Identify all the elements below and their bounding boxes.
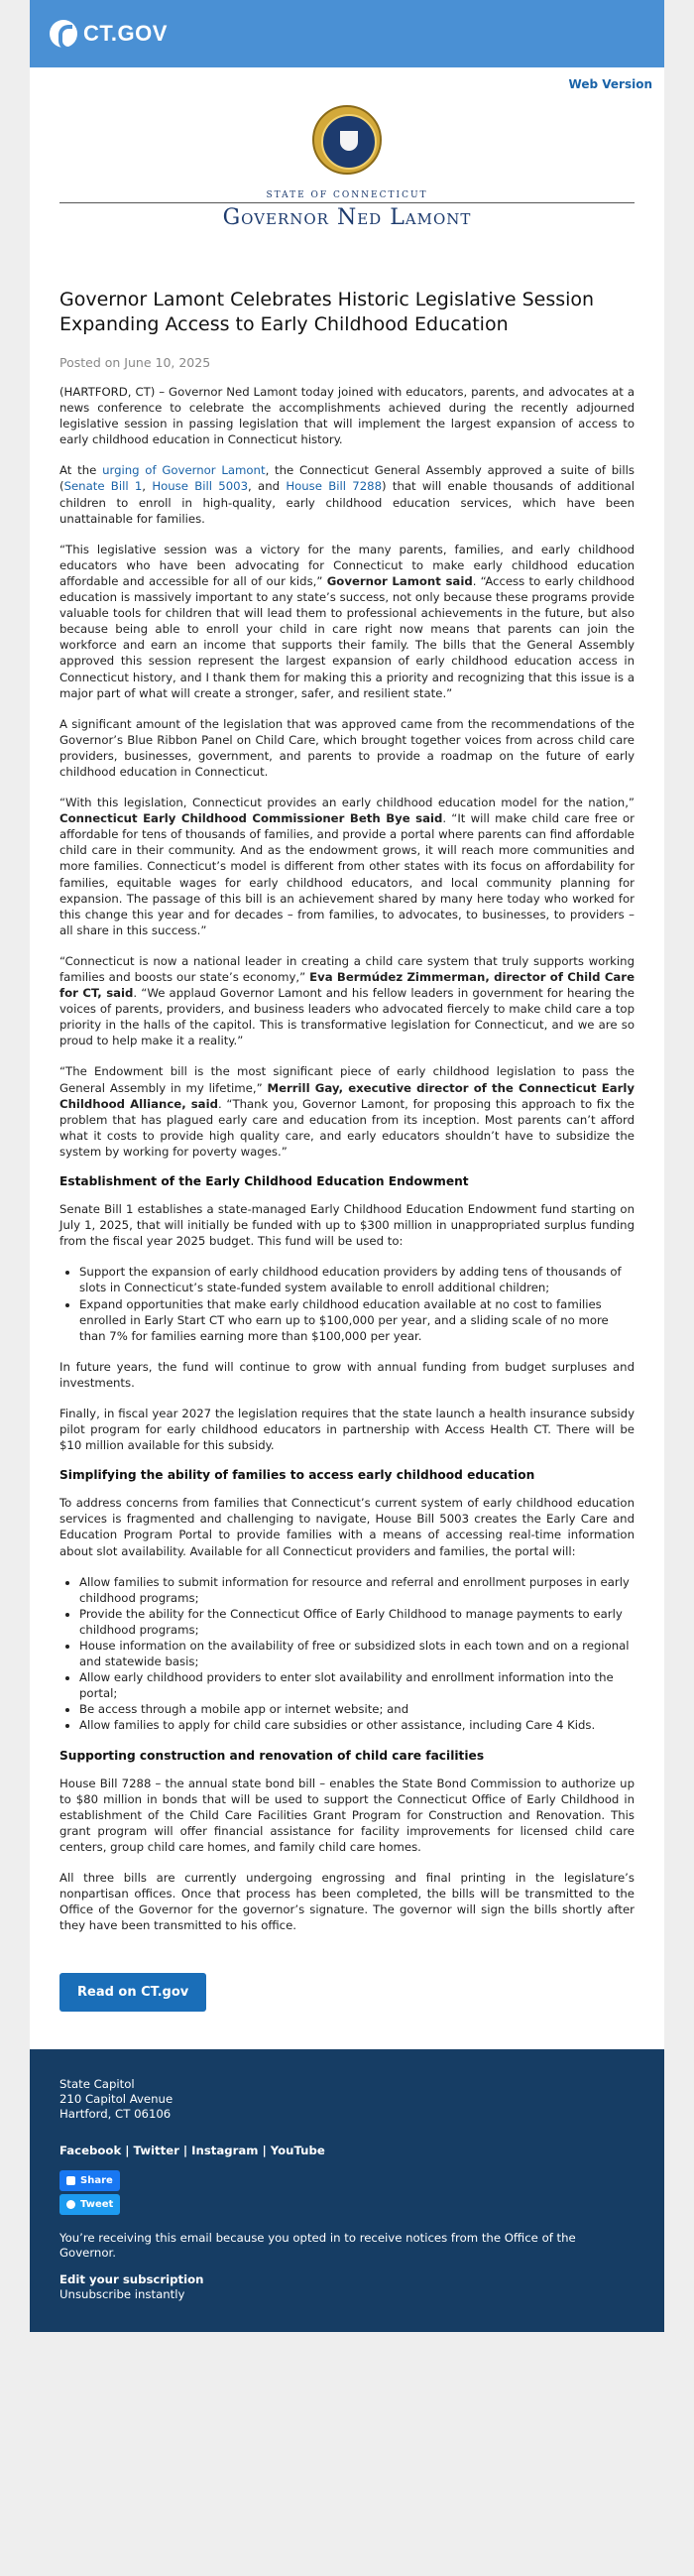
house-bill-7288-link[interactable]: House Bill 7288 (286, 479, 383, 494)
urging-link[interactable]: urging of Governor Lamont (102, 463, 266, 478)
edit-subscription-row (59, 2272, 635, 2287)
web-version-row (30, 67, 664, 91)
article-title: Governor Lamont Celebrates Historic Legislative Session Expanding Access to Early Childhood Education (59, 289, 595, 335)
share-buttons (59, 2170, 635, 2215)
endowment-list (79, 1264, 635, 1343)
tweet-label: Tweet (80, 2199, 114, 2211)
brand-bar (30, 0, 664, 67)
list-item: • Allow families to apply for child care subsidies or other assistance, including Care 4 Kids. (79, 1717, 635, 1733)
list-item: • House information on the availability of free or subsidized slots in each town and on a regional and statewide basis; (79, 1638, 635, 1669)
twitter-link[interactable]: Twitter (133, 2144, 179, 2158)
text: . “We applaud Governor Lamont and his fellow leaders in government for hearing the voices of parents, providers, and business leaders who advocated fiercely to make child care a top priority in the halls of the capitol. This is transformative legislation for Connecticut, and we are so proud to help make it a reality.” (59, 986, 635, 1048)
web-version-link[interactable]: Web Version (568, 77, 652, 91)
paragraph-bye-quote (59, 795, 635, 938)
speaker: Merrill Gay, executive director of the Connecticut Early Childhood Alliance, said (59, 1080, 635, 1111)
facebook-icon (66, 2176, 75, 2185)
text: . “It will make child care free or affordable for tens of thousands of families, and provide a portal where parents can find affordable child care in their community. And as the endowment grows, it will reach more communities and more families. Connecticut’s model is different from other states with its focus on affordability for families, equitable wages for early childhood educators, and local community planning for expansion. The passage of this bill is an achievement shared by many here today who worked for this change this year and for decades – from families, to advocates, to businesses, to providers – all share in this success.” (59, 811, 635, 937)
bottom-margin (0, 2332, 694, 2393)
speaker: Governor Lamont said (326, 573, 473, 588)
logo-text: CT.GOV (83, 21, 168, 46)
social-links (59, 2144, 635, 2158)
instagram-link[interactable]: Instagram (191, 2144, 259, 2158)
list-item: • Expand opportunities that make early childhood education available at no cost to families enrolled in Early Start CT who earn up to $100,000 per year, and a sliding scale of no more than 7% for families earning more than $100,000 per year. (79, 1296, 635, 1344)
separator: | (182, 2144, 188, 2158)
paragraph-zimmerman-quote (59, 953, 635, 1049)
heading-construction: Supporting construction and renovation of child care facilities (59, 1748, 485, 1763)
text: , and (248, 479, 287, 494)
post-date: Posted on June 10, 2025 (59, 355, 211, 370)
address-line: Hartford, CT 06106 (59, 2107, 172, 2122)
state-line: STATE OF CONNECTICUT (266, 190, 428, 200)
text: , the Connecticut General Assembly approved a suite of bills ( (59, 463, 636, 494)
state-seal-icon (312, 105, 382, 175)
text: “The Endowment bill is the most significant piece of early childhood legislation to pass the General Assembly in my lifetime,” (59, 1064, 635, 1095)
header-divider (59, 202, 635, 203)
facebook-share-button[interactable] (59, 2170, 120, 2191)
paragraph-gay-quote (59, 1063, 635, 1160)
footer (30, 2049, 664, 2332)
tweet-button[interactable] (59, 2194, 120, 2215)
text: . “Access to early childhood education is massively important to any state’s success, not only because these programs provide valuable tools for children that will lead them to professional achievements in the future, but also because being able to enroll your child in care right now means that parents can join the workforce and earn an income that supports their family. The bills that the General Assembly approved this session represent the largest expansion of early childhood education access in Connecticut history, and I thank them for making this a priority and recognizing that this issue is a major part of what will create a stronger, safer, and resilient state.” (59, 573, 635, 700)
paragraph-blue-ribbon: A significant amount of the legislation that was approved came from the recommendations of the Governor’s Blue Ribbon Panel on Child Care, which brought together voices from across child care providers, businesses, government, and parents to provide a roadmap on the future of early childhood education in Connecticut. (59, 716, 635, 779)
ct-logo-icon (50, 20, 77, 48)
address-line: State Capitol (59, 2077, 135, 2092)
twitter-bird-icon (66, 2200, 75, 2209)
paragraph-bond-bill: House Bill 7288 – the annual state bond bill – enables the State Bond Commission to authorize up to $80 million in bonds that will be used to support the Connecticut Office of Early Childhood in establishment of the Child Care Facilities Grant Program for Construction and Renovation. This grant program will offer financial assistance for facility improvements for licensed child care centers, group child care homes, and family child care homes. (59, 1776, 635, 1854)
unsubscribe-link[interactable]: Unsubscribe instantly (59, 2287, 185, 2302)
facebook-link[interactable]: Facebook (59, 2144, 122, 2158)
text: “This legislative session was a victory for the many parents, families, and early childhood educators who have been advocating for Connecticut to make early childhood education affordable and accessible for all of our kids,” (59, 542, 635, 588)
text: . “Thank you, Governor Lamont, for proposing this approach to fix the problem that has plagued early care and education from its inception. Most parents can’t afford what it costs to provide high quality care, and early educators shouldn’t have to subsidize the system by working for poverty wages.” (59, 1096, 635, 1159)
ctgov-logo[interactable] (50, 20, 168, 48)
paragraph-governor-quote (59, 542, 635, 701)
address-line: 210 Capitol Avenue (59, 2092, 174, 2107)
youtube-link[interactable]: YouTube (270, 2144, 325, 2158)
paragraph-sb1: Senate Bill 1 establishes a state-managed Early Childhood Education Endowment fund starting on July 1, 2025, that will initially be funded with up to $300 million in unappropriated surplus funding from the fiscal year 2025 budget. This fund will be used to: (59, 1202, 635, 1249)
edit-subscription-link[interactable]: Edit your subscription (59, 2272, 204, 2287)
paragraph-health-pilot: Finally, in fiscal year 2027 the legislation requires that the state launch a health insurance subsidy pilot program for early childhood educators in partnership with Access Health CT. There will be $10 million available for this subsidy. (59, 1406, 635, 1453)
house-bill-5003-link[interactable]: House Bill 5003 (152, 479, 249, 494)
governor-header (30, 91, 664, 288)
share-label: Share (80, 2175, 113, 2187)
separator: | (262, 2144, 267, 2158)
portal-list (79, 1574, 635, 1734)
paragraph-bills (59, 462, 635, 526)
optin-notice: You’re receiving this email because you opted in to receive notices from the Office of the Governor. (59, 2231, 576, 2261)
paragraph-next-steps: All three bills are currently undergoing engrossing and final printing in the legislature’s nonpartisan offices. Once that process has been completed, the bills will be transmitted to the Office of the Governor for the governor’s signature. The governor will sign the bills shortly after they have been transmitted to his office. (59, 1871, 635, 1933)
speaker: Connecticut Early Childhood Commissioner Beth Bye said (59, 811, 443, 826)
heading-endowment: Establishment of the Early Childhood Education Endowment (59, 1174, 469, 1189)
list-item: • Provide the ability for the Connecticut Office of Early Childhood to manage payments to early childhood programs; (79, 1606, 635, 1638)
text: , (142, 479, 153, 494)
list-item: • Allow families to submit information for resource and referral and enrollment purposes in early childhood programs; (79, 1574, 635, 1606)
email-container (30, 0, 664, 2332)
list-item: • Allow early childhood providers to enter slot availability and enrollment information into the portal; (79, 1669, 635, 1701)
read-on-ctgov-button[interactable]: Read on CT.gov (59, 1973, 206, 2012)
article (30, 288, 664, 2049)
list-item: • Support the expansion of early childhood education providers by adding tens of thousands of slots in Connecticut’s state-funded system available to enroll additional children; (79, 1264, 635, 1295)
unsubscribe-row (59, 2287, 635, 2302)
text: “Connecticut is now a national leader in creating a child care system that truly supports working families and boosts our state’s economy,” (59, 953, 635, 984)
paragraph-intro: (HARTFORD, CT) – Governor Ned Lamont today joined with educators, parents, and advocates at a news conference to celebrate the accomplishments achieved during the recently adjourned legislative session in passing legislation that will implement the largest expansion of access to early childhood education in Connecticut history. (59, 385, 635, 447)
paragraph-future: In future years, the fund will continue to grow with annual funding from budget surpluses and investments. (59, 1359, 635, 1390)
separator: | (125, 2144, 130, 2158)
paragraph-portal: To address concerns from families that Connecticut’s current system of early childhood education services is fragmented and challenging to navigate, House Bill 5003 creates the Early Care and Education Program Portal to provide families with a means of accessing real-time information about slot availability. Available for all Connecticut providers and families, the portal will: (59, 1496, 635, 1558)
governor-name: Governor Ned Lamont (222, 205, 472, 230)
list-item: • Be access through a mobile app or internet website; and (79, 1701, 635, 1717)
speaker: Eva Bermúdez Zimmerman, director of Child Care for CT, said (59, 970, 635, 1001)
address (59, 2077, 635, 2122)
text: At the (59, 463, 103, 478)
text: ) that will enable thousands of additional children to enroll in high-quality, early childhood education services, which have been unattainable for families. (59, 479, 636, 526)
heading-simplifying: Simplifying the ability of families to access early childhood education (59, 1468, 535, 1483)
senate-bill-1-link[interactable]: Senate Bill 1 (63, 479, 143, 494)
text: “With this legislation, Connecticut provides an early childhood education model for the nation,” (59, 796, 635, 810)
